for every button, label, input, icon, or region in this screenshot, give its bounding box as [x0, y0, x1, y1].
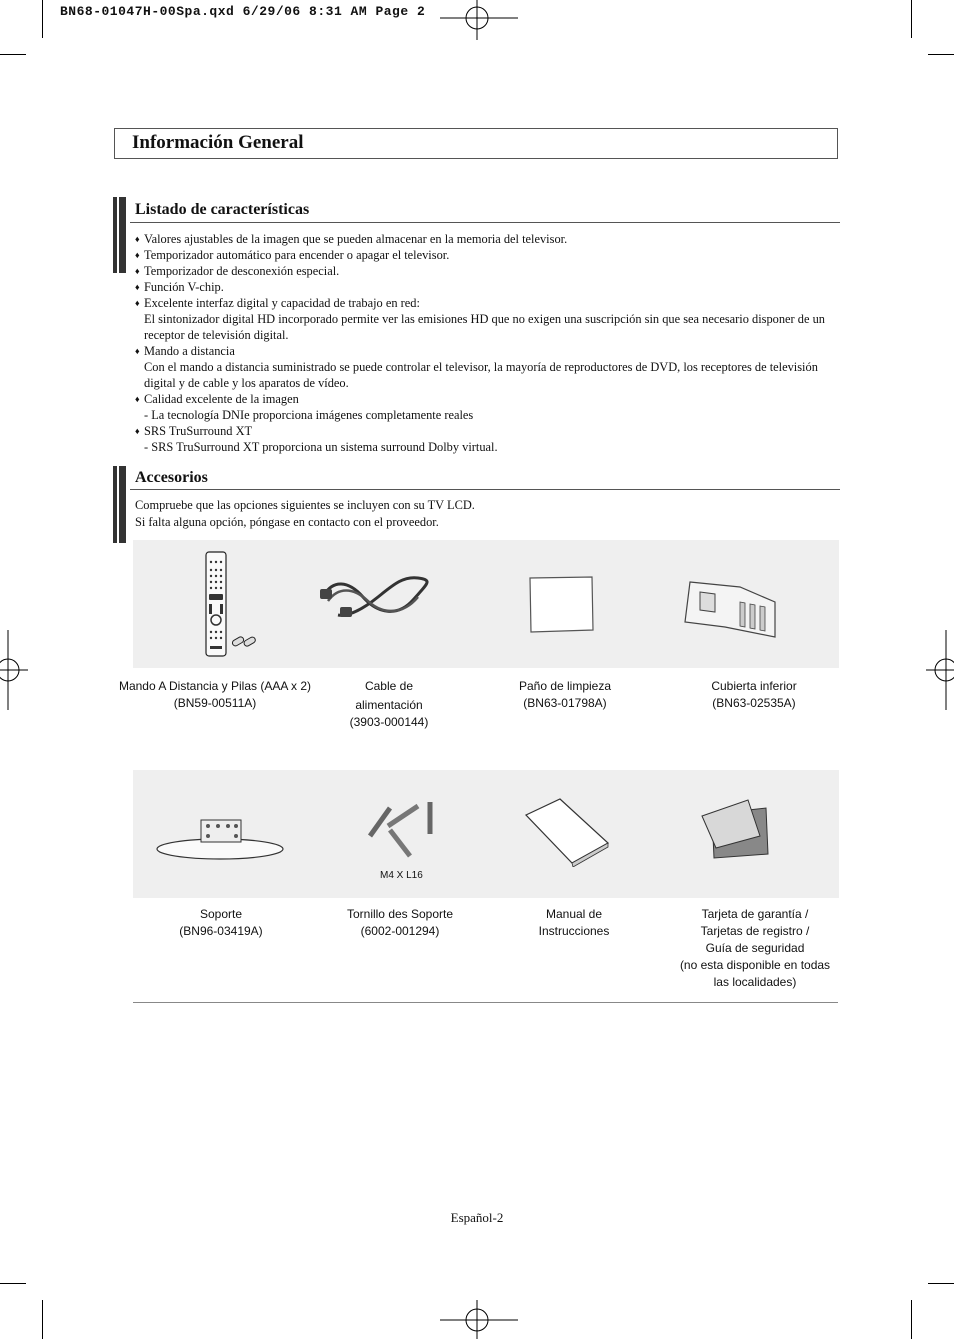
list-item: ♦ Excelente interfaz digital y capacidad de trabajo en red: El sintonizador digital HD incorporado permite ver las emisiones HD que no exigen una suscripción sin que sea necesario disponer de un receptor de televisión digital.: [135, 296, 825, 342]
accessory-caption: Tornillo des Soporte (6002-001294): [346, 907, 454, 938]
accessory-caption: Tarjeta de garantía / Tarjetas de registro / Guía de seguridad (no esta disponible en todas las localidades): [679, 907, 831, 989]
list-item: ♦ Función V-chip.: [135, 280, 224, 294]
accessory-caption: Paño de limpieza (BN63-01798A): [518, 679, 612, 710]
power-cable-icon: [318, 575, 438, 623]
accessories-intro: Compruebe que las opciones siguientes se incluyen con su TV LCD. Si falta alguna opción, póngase en contacto con el proveedor.: [135, 498, 475, 529]
list-item: ♦ Mando a distancia Con el mando a distancia suministrado se puede controlar el televisor, la mayoría de reproductores de DVD, los receptores de televisión digital y de cable y los aparatos de vídeo.: [135, 344, 818, 390]
crop-mark: [911, 0, 912, 38]
remote-control-icon: [195, 550, 265, 660]
list-item: ♦ Temporizador automático para encender o apagar el televisor.: [135, 248, 450, 262]
screws-icon: [360, 798, 440, 862]
cleaning-cloth-icon: [526, 574, 598, 636]
page-number: Español-2: [450, 1210, 504, 1225]
section-rule: [130, 489, 840, 490]
crop-mark: [911, 1300, 912, 1339]
crop-mark: [42, 0, 43, 38]
section-bar: [113, 197, 126, 273]
divider: [133, 1002, 838, 1003]
crop-mark: [928, 54, 954, 55]
accessory-caption: Cubierta inferior (BN63-02535A): [711, 679, 797, 710]
cards-icon: [698, 798, 776, 860]
registration-mark-icon: [440, 0, 520, 40]
page-title: Información General: [132, 132, 304, 153]
list-item: ♦ Valores ajustables de la imagen que se pueden almacenar en la memoria del televisor.: [135, 232, 568, 246]
bottom-cover-icon: [680, 572, 780, 642]
accessories-title: Accesorios: [135, 469, 208, 486]
accessory-caption: Cable de alimentación (3903-000144): [349, 679, 429, 729]
section-rule: [130, 222, 840, 223]
features-title: Listado de características: [135, 201, 310, 218]
print-header: BN68-01047H-00Spa.qxd 6/29/06 8:31 AM Page 2: [60, 4, 426, 19]
section-bar: [113, 466, 126, 543]
crop-mark: [42, 1300, 43, 1339]
screw-size-label: M4 X L16: [380, 870, 423, 881]
crop-mark: [0, 54, 26, 55]
features-list: [135, 231, 840, 455]
list-item: ♦ Calidad excelente de la imagen - La tecnología DNIe proporciona imágenes completamente reales: [135, 392, 474, 422]
accessory-caption: Manual de Instrucciones: [538, 907, 610, 938]
list-item: ♦ SRS TruSurround XT - SRS TruSurround XT proporciona un sistema surround Dolby virtual.: [135, 424, 498, 454]
accessory-caption: Soporte (BN96-03419A): [179, 907, 263, 938]
page-title-box: [114, 128, 838, 159]
registration-mark-icon: [440, 1300, 520, 1339]
registration-mark-icon: [0, 630, 30, 710]
list-item: ♦ Temporizador de desconexión especial.: [135, 264, 340, 278]
manual-icon: [520, 795, 612, 867]
accessory-caption: Mando A Distancia y Pilas (AAA x 2) (BN59-00511A): [118, 679, 312, 710]
crop-mark: [0, 1283, 26, 1284]
registration-mark-icon: [924, 630, 954, 710]
crop-mark: [928, 1283, 954, 1284]
stand-icon: [153, 812, 288, 864]
